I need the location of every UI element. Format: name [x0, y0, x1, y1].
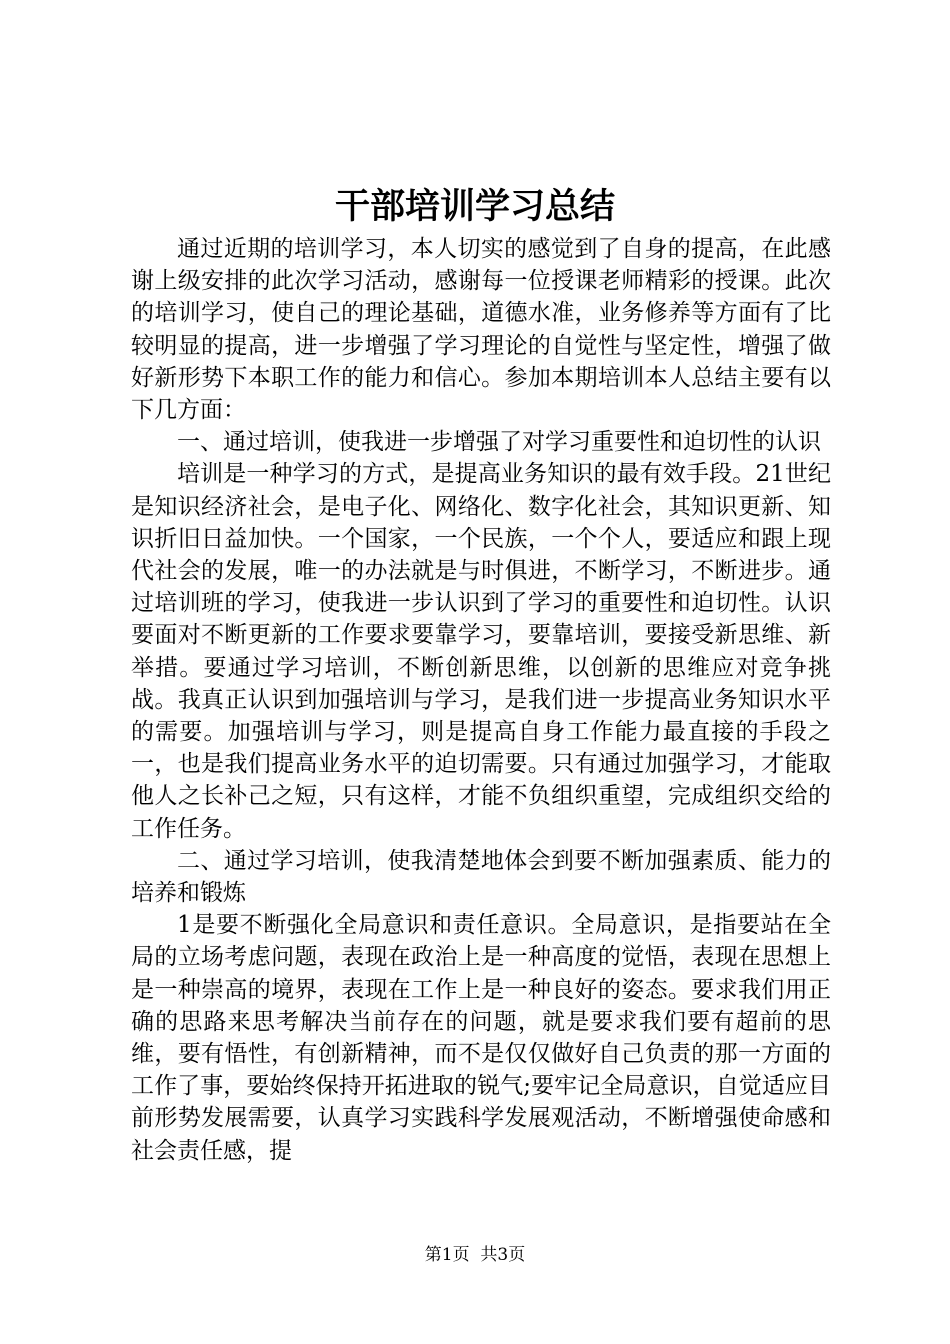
document-title: 干部培训学习总结 — [334, 186, 615, 227]
document-body — [131, 233, 831, 1167]
paragraph-intro: 通过近期的培训学习，本人切实的感觉到了自身的提高，在此感谢上级安排的此次学习活动，感谢每一位授课老师精彩的授课。此次的培训学习，使自己的理论基础，道德水准，业务修养等方面有了比较明显的提高，进一步增强了学习理论的自觉性与坚定性，增强了做好新形势下本职工作的能力和信心。参加本期培训本人总结主要有以下几方面： — [131, 236, 831, 424]
paragraph-section-2-item-1: 1是要不断强化全局意识和责任意识。全局意识，是指要站在全局的立场考虑问题，表现在政治上是一种高度的觉悟，表现在思想上是一种崇高的境界，表现在工作上是一种良好的姿态。要求我们用正确的思路来思考解决当前存在的问题，就是要求我们要有超前的思维，要有悟性，有创新精神，而不是仅仅做好自己负责的那一方面的工作了事，要始终保持开拓进取的锐气;要牢记全局意识，自觉适应目前形势发展需要，认真学习实践科学发展观活动，不断增强使命感和社会责任感，提 — [131, 912, 831, 1164]
heading-section-1: 一、通过培训，使我进一步增强了对学习重要性和迫切性的认识 — [177, 429, 821, 456]
heading-section-2: 二、通过学习培训，使我清楚地体会到要不断加强素质、能力的培养和锻炼 — [131, 847, 831, 907]
page-number: 第1页 共3页 — [424, 1245, 526, 1265]
paragraph-section-1: 培训是一种学习的方式，是提高业务知识的最有效手段。21世纪是知识经济社会，是电子化、网络化、数字化社会，其知识更新、知识折旧日益加快。一个国家，一个民族，一个个人，要适应和跟上现代社会的发展，唯一的办法就是与时俱进，不断学习，不断进步。通过培训班的学习，使我进一步认识到了学习的重要性和迫切性。认识要面对不断更新的工作要求要靠学习，要靠培训，要接受新思维、新举措。要通过学习培训，不断创新思维，以创新的思维应对竞争挑战。我真正认识到加强培训与学习，是我们进一步提高业务知识水平的需要。加强培训与学习，则是提高自身工作能力最直接的手段之一，也是我们提高业务水平的迫切需要。只有通过加强学习，才能取他人之长补己之短，只有这样，才能不负组织重望，完成组织交给的工作任务。 — [131, 461, 831, 842]
page-footer — [0, 1244, 950, 1266]
